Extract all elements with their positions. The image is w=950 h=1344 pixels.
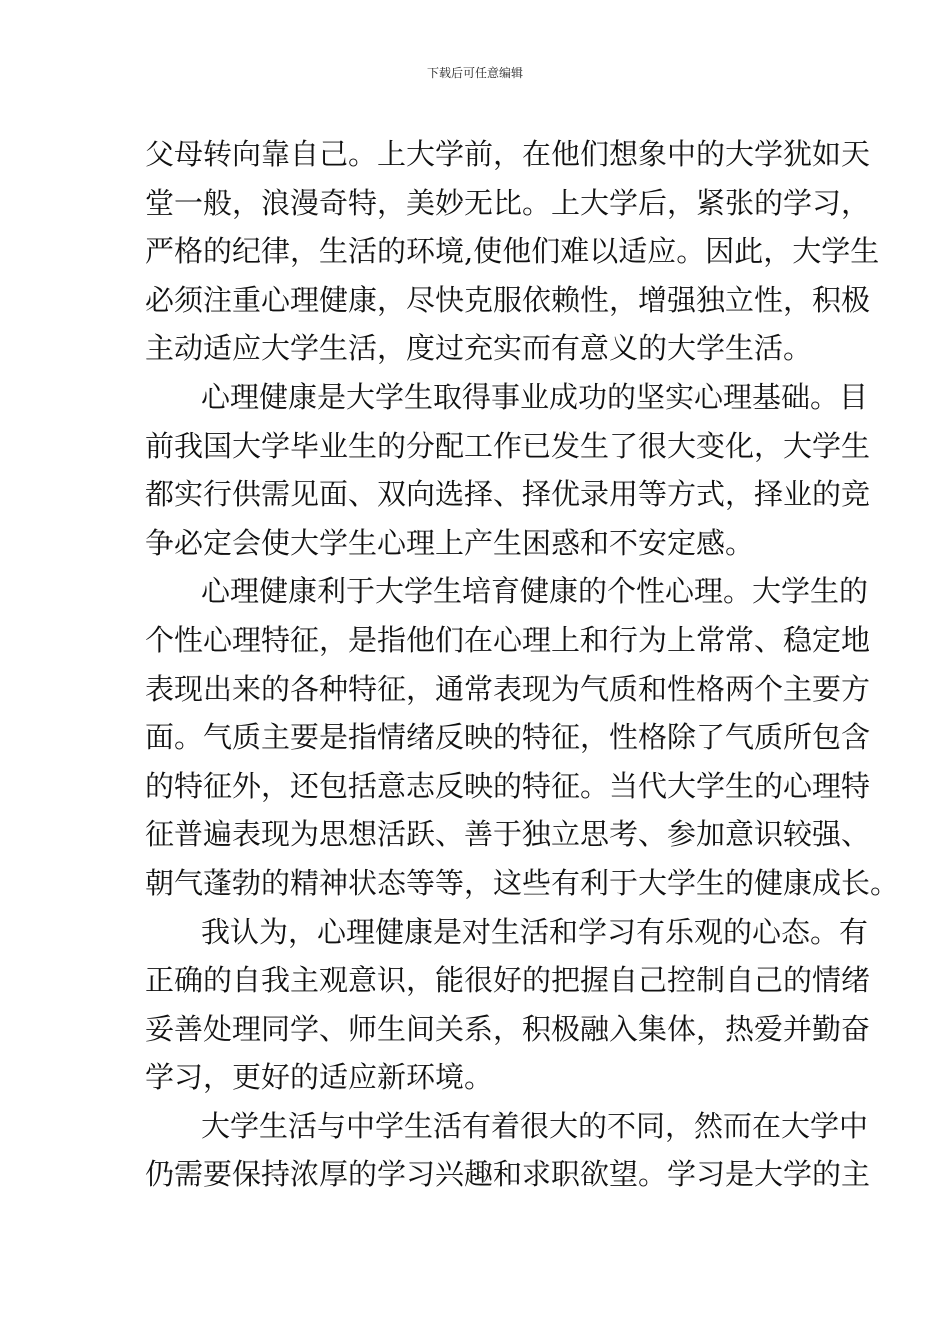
text-line: 心理健康利于大学生培育健康的个性心理。大学生的 [201, 574, 869, 609]
text-line: 学习，更好的适应新环境。 [145, 1060, 494, 1095]
text-line: 面。气质主要是指情绪反映的特征，性格除了气质所包含 [145, 720, 871, 755]
text-line: 征普遍表现为思想活跃、善于独立思考、参加意识较强、 [145, 817, 871, 852]
text-line: 堂一般，浪漫奇特，美妙无比。上大学后，紧张的学习， [145, 185, 871, 220]
text-line: 争必定会使大学生心理上产生困惑和不安定感。 [145, 525, 755, 560]
body-text [145, 130, 900, 1199]
text-line: 正确的自我主观意识，能很好的把握自己控制自己的情绪 [145, 963, 871, 998]
text-line: 仍需要保持浓厚的学习兴趣和求职欲望。学习是大学的主 [145, 1157, 871, 1192]
text-line: 妥善处理同学、师生间关系，积极融入集体，热爱并勤奋 [145, 1011, 871, 1046]
text-line: 心理健康是大学生取得事业成功的坚实心理基础。目 [201, 379, 869, 414]
text-line: 表现出来的各种特征，通常表现为气质和性格两个主要方 [145, 671, 871, 706]
text-line: 我认为，心理健康是对生活和学习有乐观的心态。有 [201, 914, 869, 949]
text-line: 都实行供需见面、双向选择、择优录用等方式，择业的竞 [145, 477, 871, 512]
text-line: 必须注重心理健康，尽快克服依赖性，增强独立性，积极 [145, 282, 871, 317]
text-line: 个性心理特征，是指他们在心理上和行为上常常、稳定地 [145, 622, 871, 657]
text-line: 父母转向靠自己。上大学前，在他们想象中的大学犹如天 [145, 137, 871, 171]
text-line: 主动适应大学生活，度过充实而有意义的大学生活。 [145, 331, 813, 366]
text-line: 严格的纪律，生活的环境,使他们难以适应。因此，大学生 [145, 234, 880, 269]
text-line: 前我国大学毕业生的分配工作已发生了很大变化，大学生 [145, 428, 871, 463]
page-header: 下载后可任意编辑 [426, 66, 523, 80]
text-line: 大学生活与中学生活有着很大的不同，然而在大学中 [201, 1108, 869, 1143]
text-line: 朝气蓬勃的精神状态等等，这些有利于大学生的健康成长。 [145, 865, 900, 900]
text-line: 的特征外，还包括意志反映的特征。当代大学生的心理特 [145, 768, 871, 803]
